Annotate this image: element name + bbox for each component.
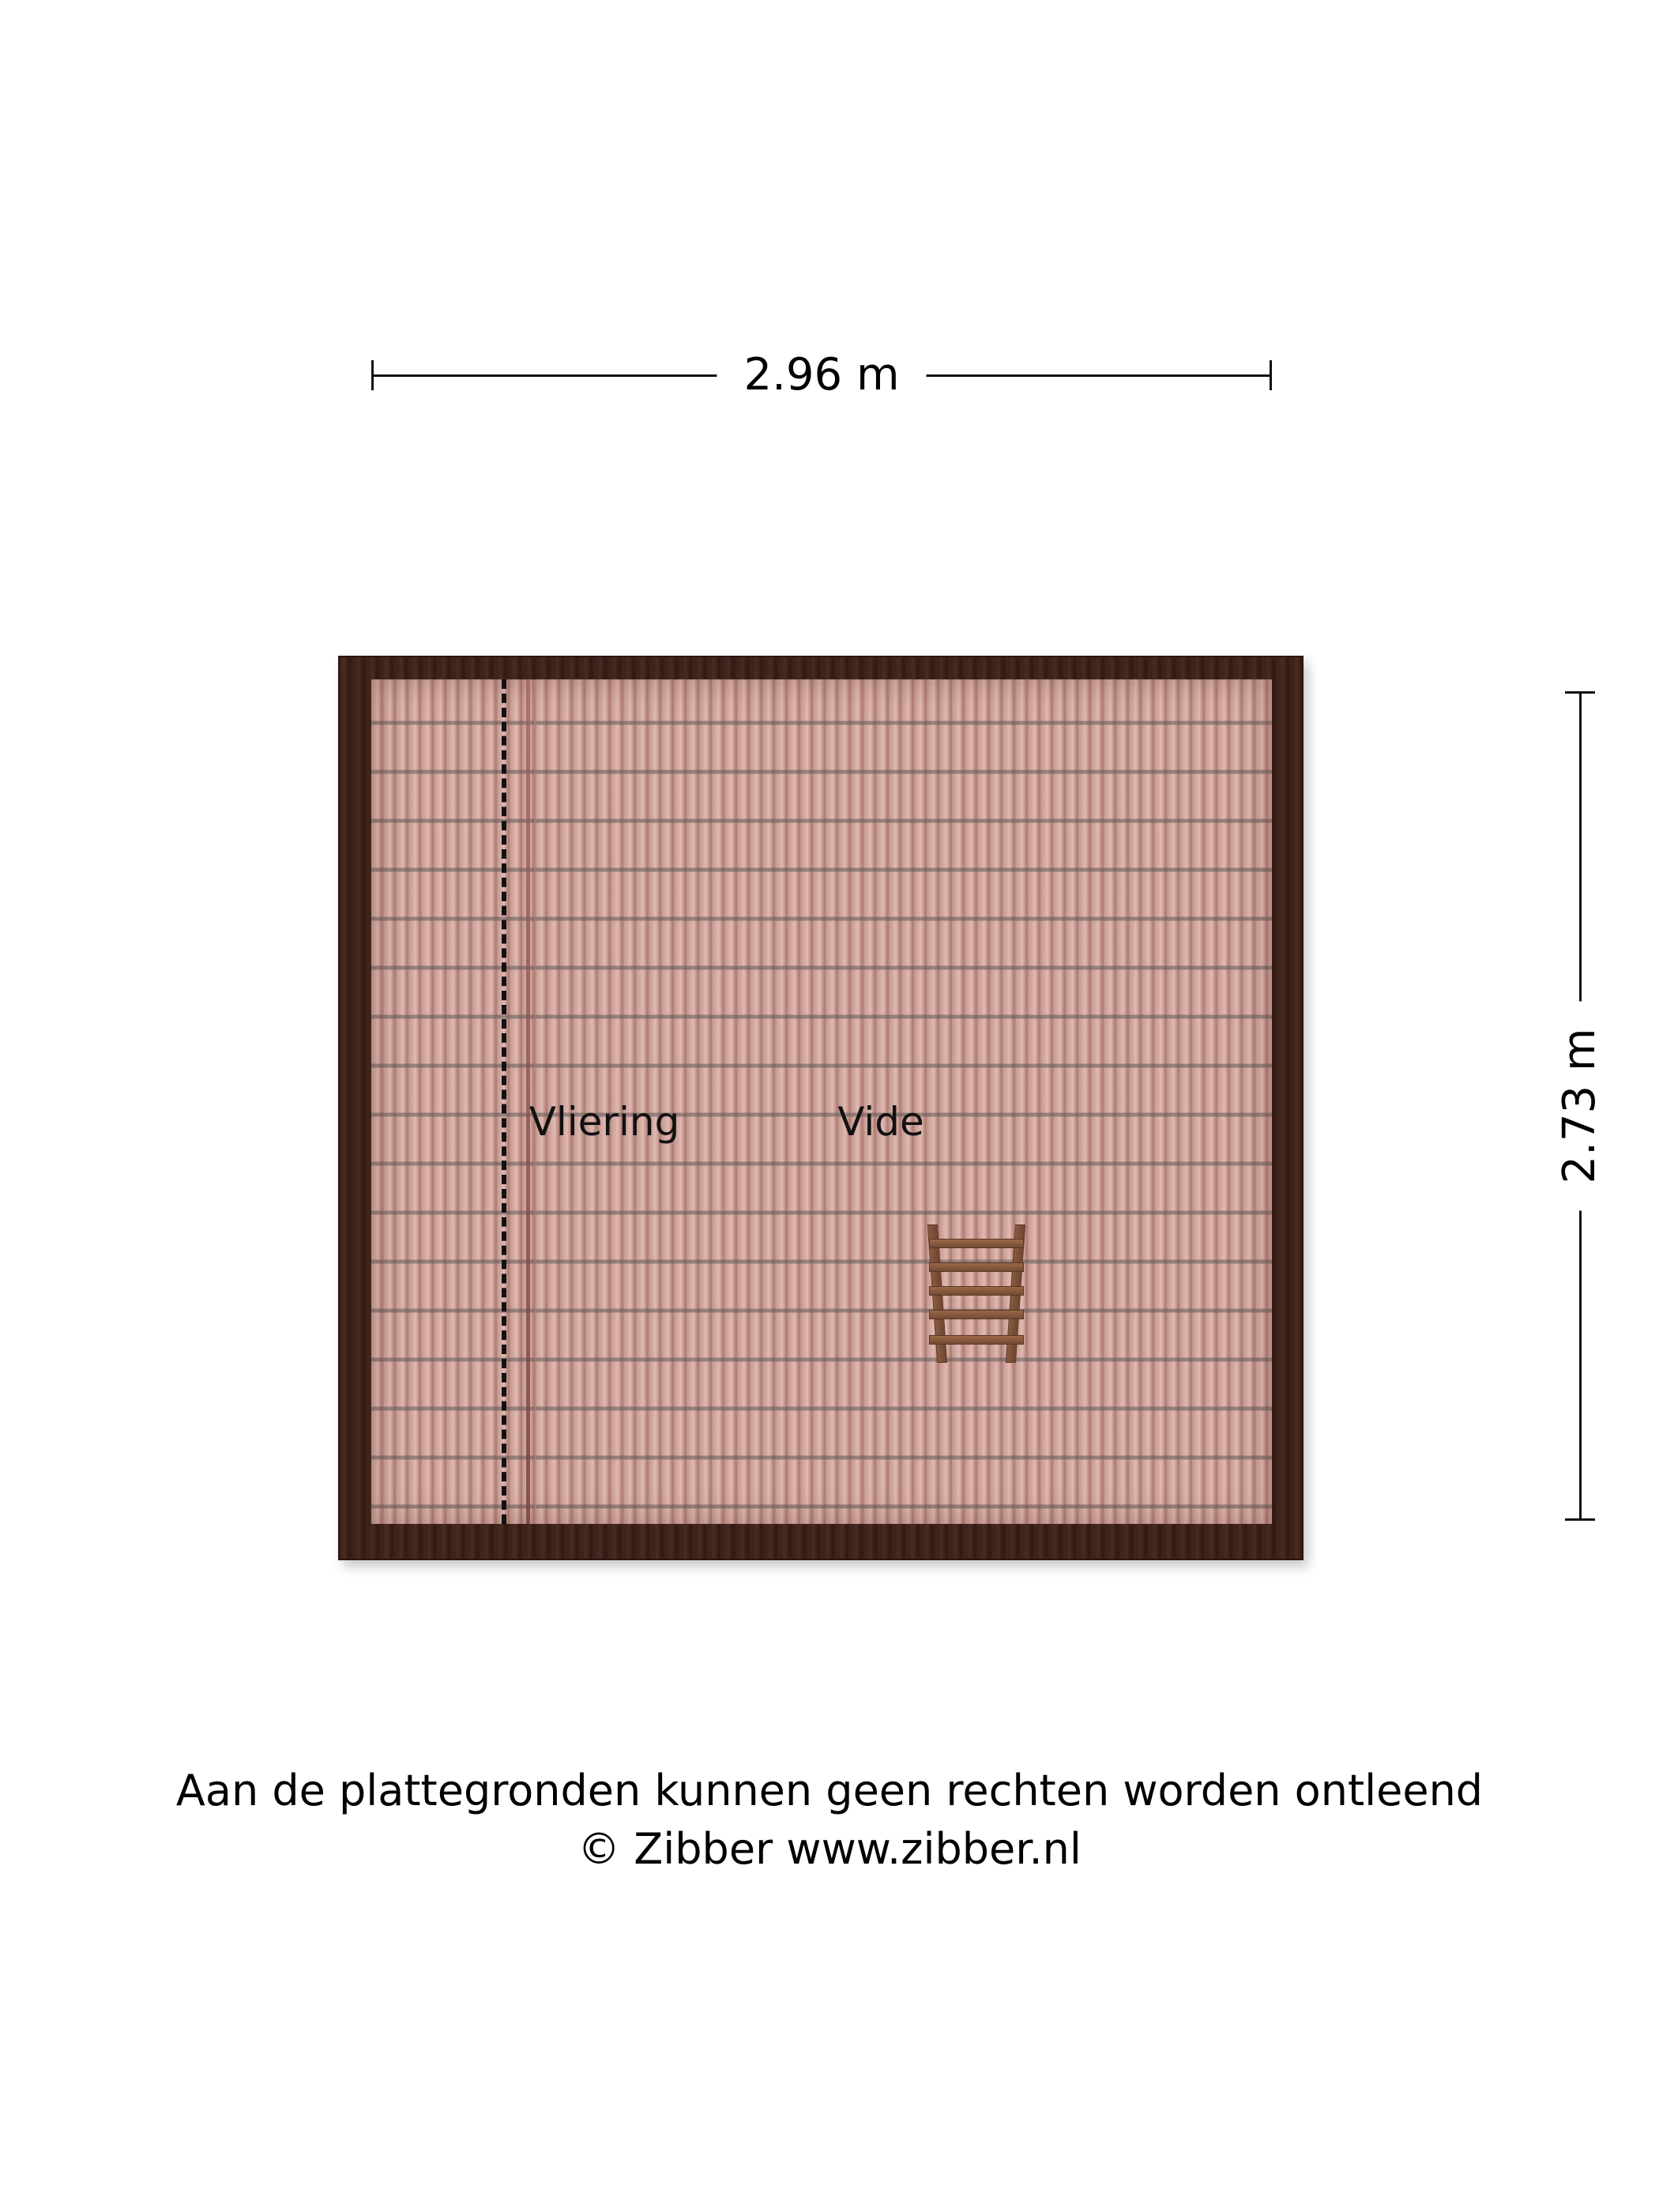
footer-copyright: © Zibber www.zibber.nl (577, 1824, 1082, 1874)
room-label-vide: Vide (837, 1099, 924, 1145)
width-dimension-label: 2.96 m (717, 340, 926, 411)
footer (0, 1762, 1659, 1879)
height-dimension-label: 2.73 m (1545, 1001, 1615, 1210)
width-dimension-tick-left (371, 360, 374, 390)
height-dimension-tick-top (1565, 691, 1595, 694)
ladder-rung (929, 1262, 1024, 1272)
room-label-vliering: Vliering (529, 1099, 680, 1145)
height-dimension-tick-bottom (1565, 1518, 1595, 1521)
ladder-rung (929, 1239, 1024, 1248)
floorplan-attic (338, 656, 1304, 1560)
height-dimension (1544, 691, 1616, 1521)
footer-disclaimer: Aan de plattegronden kunnen geen rechten worden ontleend (175, 1766, 1484, 1815)
ladder-rung (929, 1335, 1024, 1345)
width-dimension (371, 340, 1272, 411)
ladder-icon (924, 1224, 1029, 1363)
partition-dashed-line (502, 679, 506, 1524)
ladder-rung (929, 1310, 1024, 1319)
ladder-rung (929, 1286, 1024, 1296)
width-dimension-tick-right (1270, 360, 1272, 390)
roof-tile-surface (371, 679, 1272, 1524)
